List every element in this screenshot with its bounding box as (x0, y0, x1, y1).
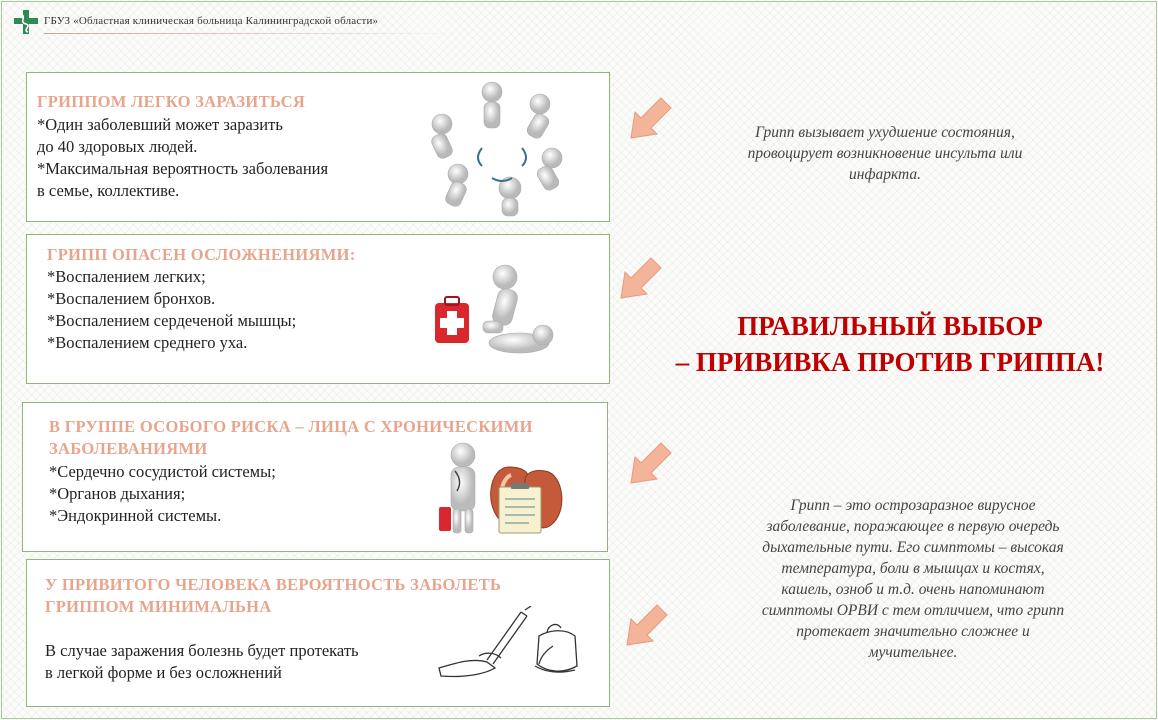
info-box-vaccinated (26, 559, 610, 707)
arrow-icon (627, 441, 673, 487)
doctor-kidney-icon (433, 441, 583, 541)
box-line: *Воспалением легких; (47, 267, 206, 286)
box-line: *Воспалением сердеченой мышцы; (47, 311, 297, 330)
info-box-risk-group (22, 402, 608, 552)
box-line: до 40 здоровых людей. (37, 137, 198, 156)
arrow-icon (617, 256, 663, 302)
flu-description: Грипп – это острозаразное вирусное заболевание, поражающее в первую очередь дыхательные пути. Его симптомы – высокая температура, боли в мышцах и костях, кашель, озноб и т.д. очень напоминают симптомы ОРВИ с тем отличием, что грипп протекает значительно сложнее и мучительнее. (761, 497, 1065, 661)
box-title-line: У ПРИВИТОГО ЧЕЛОВЕКА ВЕРОЯТНОСТЬ ЗАБОЛЕТЬ (45, 575, 502, 594)
complications-note: Грипп вызывает ухудшение состояния, провоцирует возникновение инсульта или инфаркта. (747, 124, 1023, 183)
people-circle-icon (412, 78, 572, 218)
cross-snake-icon (12, 8, 40, 36)
info-box-complications (26, 234, 610, 384)
main-slogan: ПРАВИЛЬНЫЙ ВЫБОР – ПРИВИВКА ПРОТИВ ГРИППА! (675, 311, 1105, 377)
box-line: В случае заражения болезнь будет протекать (45, 641, 359, 660)
box-line: *Один заболевший может заразить (37, 115, 283, 134)
box-body (45, 640, 359, 684)
box-title-line: В ГРУППЕ ОСОБОГО РИСКА – ЛИЦА С ХРОНИЧЕСКИМИ (49, 417, 533, 436)
box-title (45, 574, 501, 618)
box-line: в легкой форме и без осложнений (45, 663, 282, 682)
box-line: *Максимальная вероятность заболевания (37, 159, 329, 178)
info-box-contagious (26, 72, 610, 222)
box-line: в семье, коллективе. (37, 181, 180, 200)
box-title-line: ЗАБОЛЕВАНИЯМИ (49, 439, 208, 458)
box-body (47, 266, 296, 354)
organization-name: ГБУЗ «Областная клиническая больница Калининградской области» (44, 15, 379, 27)
arrow-icon (627, 96, 673, 142)
box-body (49, 461, 276, 527)
box-title: ГРИПП ОПАСЕН ОСЛОЖНЕНИЯМИ: (47, 245, 356, 264)
box-body (37, 114, 328, 202)
header (12, 8, 462, 36)
arrow-icon (623, 603, 669, 649)
box-line: *Органов дыхания; (49, 484, 186, 503)
box-title: ГРИППОМ ЛЕГКО ЗАРАЗИТЬСЯ (37, 92, 306, 111)
box-line: *Воспалением среднего уха. (47, 333, 248, 352)
header-divider (44, 33, 464, 34)
syringe-injection-icon (435, 606, 585, 686)
box-title-line: ГРИППОМ МИНИМАЛЬНА (45, 597, 272, 616)
box-line: *Воспалением бронхов. (47, 289, 216, 308)
box-line: *Сердечно сосудистой системы; (49, 462, 276, 481)
box-line: *Эндокринной системы. (49, 506, 222, 525)
first-aid-icon (427, 255, 557, 370)
